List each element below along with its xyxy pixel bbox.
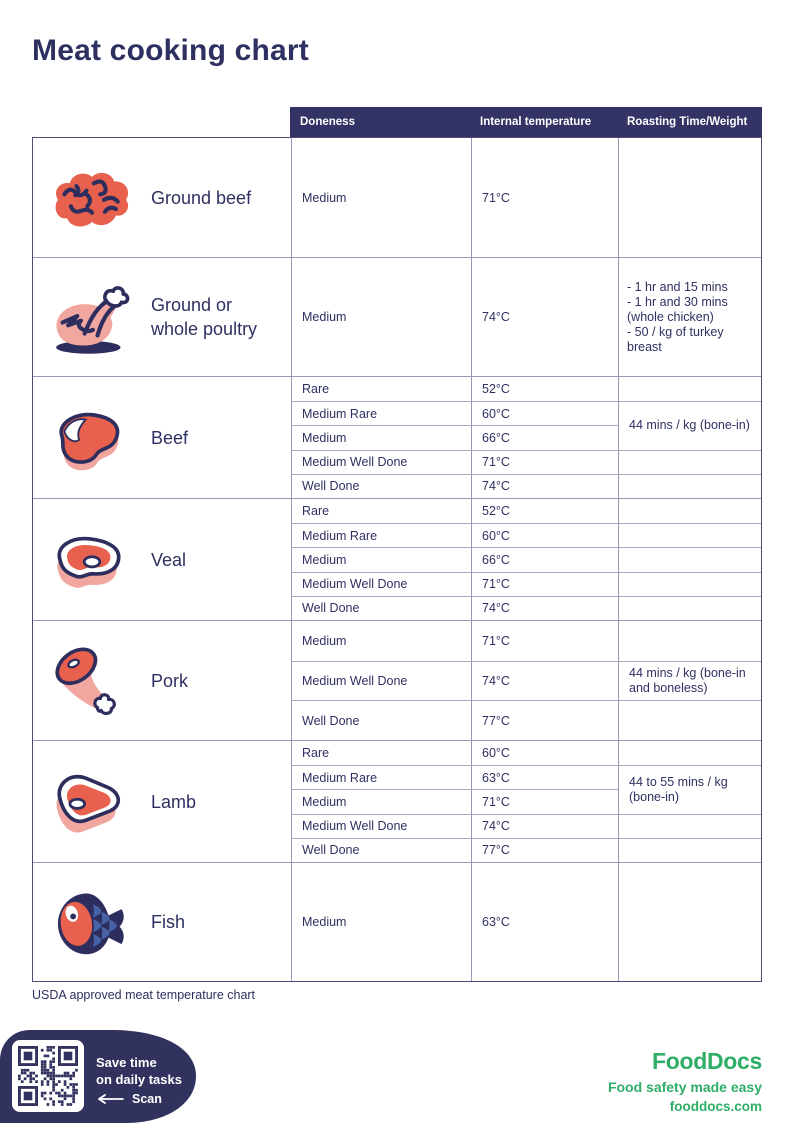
- doneness-cell: Medium Rare: [291, 765, 471, 789]
- doneness-cell: Medium: [291, 789, 471, 813]
- pork-leg-icon: [45, 638, 139, 724]
- scan-label: Scan: [132, 1092, 162, 1106]
- table-header-row: [290, 107, 762, 137]
- section-veal: [33, 498, 761, 620]
- brand-website: fooddocs.com: [669, 1099, 762, 1114]
- lamb-chop-icon: [45, 759, 139, 845]
- footnote: USDA approved meat temperature chart: [32, 988, 256, 1002]
- roast-cell: [618, 258, 761, 376]
- doneness-cell: Medium: [291, 425, 471, 449]
- qr-code: [18, 1046, 78, 1106]
- temperature-cell: 71°C: [471, 621, 618, 661]
- meat-cell-pork: [33, 621, 291, 740]
- fish-icon: [45, 880, 139, 964]
- temperature-cell: 71°C: [471, 572, 618, 596]
- roast-cell-empty: [618, 499, 761, 523]
- meat-name-ground-beef: Ground beef: [151, 187, 252, 208]
- temperature-cell: 60°C: [471, 523, 618, 547]
- section-beef: [33, 376, 761, 498]
- section-fish: [33, 862, 761, 981]
- meat-name-pork: Pork: [151, 670, 189, 691]
- roast-cell-empty: [618, 474, 761, 498]
- temperature-cell: 74°C: [471, 596, 618, 620]
- poultry-icon: [45, 276, 139, 358]
- temperature-cell: 63°C: [471, 765, 618, 789]
- doneness-cell: Medium: [291, 547, 471, 571]
- temperature-cell: 52°C: [471, 377, 618, 401]
- temperature-cell: 66°C: [471, 425, 618, 449]
- promo-save-line2: on daily tasks: [96, 1072, 182, 1087]
- temperature-cell: 74°C: [471, 258, 618, 376]
- ground-beef-icon: [45, 160, 139, 236]
- meat-name-poultry: Ground or whole poultry: [151, 295, 258, 339]
- doneness-cell: Well Done: [291, 700, 471, 740]
- meat-cell-beef: [33, 377, 291, 498]
- section-pork: [33, 620, 761, 740]
- temperature-cell: 74°C: [471, 814, 618, 838]
- temperature-cell: 71°C: [471, 789, 618, 813]
- header-internal-temperature: Internal temperature: [480, 116, 592, 128]
- doneness-cell: Medium: [291, 621, 471, 661]
- roast-line: - 1 hr and 15 mins: [627, 279, 728, 294]
- page-title: Meat cooking chart: [32, 34, 309, 67]
- qr-code-box: [12, 1040, 84, 1112]
- roast-cell-empty: [618, 138, 761, 257]
- temperature-cell: 52°C: [471, 499, 618, 523]
- doneness-cell: Well Done: [291, 838, 471, 862]
- roast-cell: 44 mins / kg (bone-in and boneless): [618, 661, 761, 701]
- meat-name-fish: Fish: [151, 912, 186, 932]
- roast-cell-empty: [618, 523, 761, 547]
- header-roasting-time-weight: Roasting Time/Weight: [627, 116, 748, 128]
- roast-cell-empty: [618, 547, 761, 571]
- doneness-cell: Well Done: [291, 596, 471, 620]
- doneness-cell: Rare: [291, 377, 471, 401]
- temperature-cell: 74°C: [471, 474, 618, 498]
- promo-save-line1: Save time: [96, 1055, 157, 1070]
- temperature-cell: 77°C: [471, 838, 618, 862]
- roast-cell-empty: [618, 377, 761, 401]
- roast-cell-empty: [618, 814, 761, 838]
- meat-cell-lamb: [33, 741, 291, 862]
- promo-scan: [96, 1092, 162, 1106]
- doneness-cell: Medium Well Done: [291, 814, 471, 838]
- header-doneness: Doneness: [300, 116, 355, 128]
- promo-save-text: [96, 1054, 182, 1088]
- fooddocs-logo: FoodDocs: [651, 1048, 762, 1074]
- doneness-cell: Medium: [291, 863, 471, 981]
- scan-arrow-icon: [96, 1094, 124, 1104]
- section-ground-beef: [33, 138, 761, 257]
- doneness-cell: Medium Well Done: [291, 450, 471, 474]
- doneness-cell: Medium Well Done: [291, 661, 471, 701]
- doneness-cell: Medium: [291, 258, 471, 376]
- doneness-cell: Medium: [291, 138, 471, 257]
- roast-cell-empty: [618, 700, 761, 740]
- doneness-cell: Medium Rare: [291, 401, 471, 425]
- roast-cell-empty: [618, 741, 761, 765]
- doneness-cell: Medium Well Done: [291, 572, 471, 596]
- roast-cell-empty: [618, 863, 761, 981]
- meat-cell-fish: [33, 863, 291, 981]
- roast-cell: 44 mins / kg (bone-in): [618, 401, 761, 449]
- meat-table: [32, 137, 762, 982]
- temperature-cell: 60°C: [471, 401, 618, 425]
- brand-tagline: Food safety made easy: [607, 1079, 762, 1095]
- roast-cell-empty: [618, 838, 761, 862]
- roast-cell-empty: [618, 596, 761, 620]
- roast-cell-empty: [618, 572, 761, 596]
- section-poultry: [33, 257, 761, 376]
- meat-name-beef: Beef: [151, 427, 189, 448]
- temperature-cell: 63°C: [471, 863, 618, 981]
- doneness-cell: Well Done: [291, 474, 471, 498]
- temperature-cell: 60°C: [471, 741, 618, 765]
- beef-steak-icon: [45, 398, 139, 478]
- temperature-cell: 71°C: [471, 138, 618, 257]
- section-lamb: [33, 740, 761, 862]
- temperature-cell: 77°C: [471, 700, 618, 740]
- veal-chop-icon: [45, 518, 139, 602]
- roast-cell-empty: [618, 621, 761, 661]
- meat-cell-ground-beef: [33, 138, 291, 257]
- doneness-cell: Medium Rare: [291, 523, 471, 547]
- roast-cell-empty: [618, 450, 761, 474]
- roast-line: - 1 hr and 30 mins (whole chicken): [627, 294, 728, 324]
- roast-line: - 50 / kg of turkey breast: [627, 324, 724, 354]
- temperature-cell: 74°C: [471, 661, 618, 701]
- temperature-cell: 66°C: [471, 547, 618, 571]
- meat-name-lamb: Lamb: [151, 791, 197, 812]
- doneness-cell: Rare: [291, 741, 471, 765]
- doneness-cell: Rare: [291, 499, 471, 523]
- meat-name-veal: Veal: [151, 549, 187, 570]
- brand-block: [608, 1048, 762, 1114]
- meat-cell-poultry: [33, 258, 291, 376]
- temperature-cell: 71°C: [471, 450, 618, 474]
- roast-cell: 44 to 55 mins / kg (bone-in): [618, 765, 761, 813]
- meat-cell-veal: [33, 499, 291, 620]
